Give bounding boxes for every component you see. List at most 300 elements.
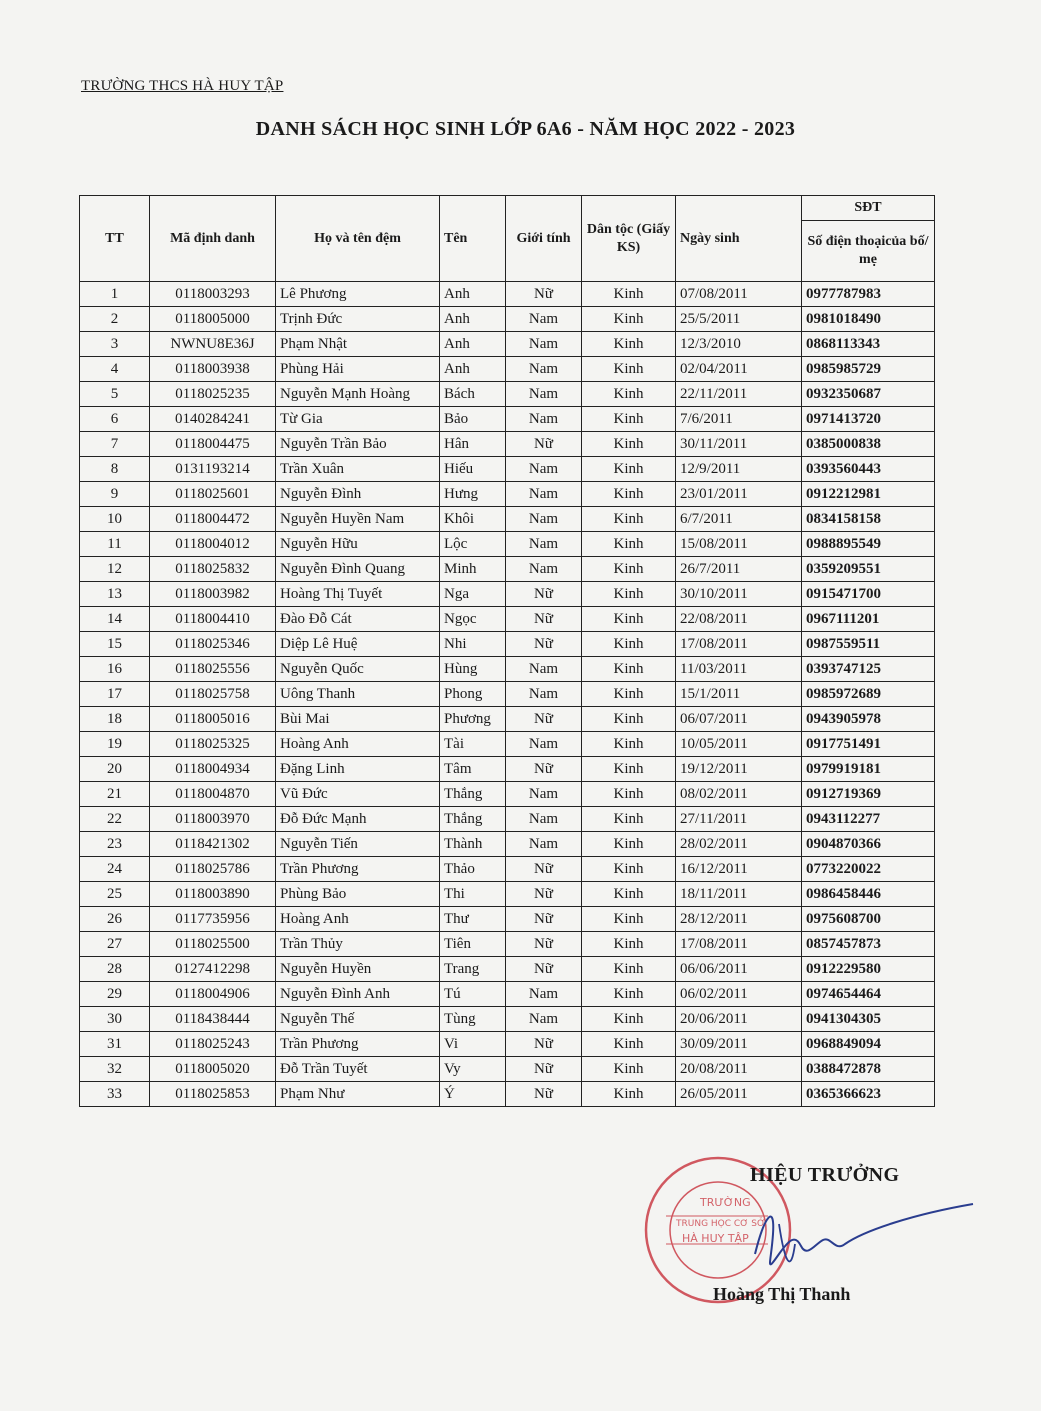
table-row	[80, 357, 935, 382]
student-name: Nga	[440, 582, 506, 607]
student-birthdate: 30/09/2011	[676, 1032, 802, 1057]
student-name: Tâm	[440, 757, 506, 782]
student-gender: Nam	[506, 557, 582, 582]
student-surname: Nguyễn Tiến	[276, 832, 440, 857]
row-index: 9	[80, 482, 150, 507]
student-surname: Trần Phương	[276, 857, 440, 882]
student-gender: Nữ	[506, 932, 582, 957]
row-index: 12	[80, 557, 150, 582]
student-id: 0118004934	[150, 757, 276, 782]
table-row	[80, 757, 935, 782]
student-id: 0118003970	[150, 807, 276, 832]
student-id: 0118025235	[150, 382, 276, 407]
row-index: 5	[80, 382, 150, 407]
student-birthdate: 20/06/2011	[676, 1007, 802, 1032]
principal-title: HIỆU TRƯỞNG	[750, 1164, 900, 1186]
student-surname: Phạm Nhật	[276, 332, 440, 357]
table-row	[80, 882, 935, 907]
student-id: 0118003293	[150, 282, 276, 307]
row-index: 13	[80, 582, 150, 607]
student-surname: Nguyễn Mạnh Hoàng	[276, 382, 440, 407]
student-birthdate: 16/12/2011	[676, 857, 802, 882]
student-surname: Hoàng Anh	[276, 907, 440, 932]
student-gender: Nữ	[506, 582, 582, 607]
parent-phone: 0967111201	[802, 607, 935, 632]
student-birthdate: 23/01/2011	[676, 482, 802, 507]
student-id: 0118421302	[150, 832, 276, 857]
student-id: 0118004472	[150, 507, 276, 532]
student-id: 0118025601	[150, 482, 276, 507]
student-surname: Đỗ Đức Mạnh	[276, 807, 440, 832]
student-gender: Nữ	[506, 1032, 582, 1057]
student-birthdate: 11/03/2011	[676, 657, 802, 682]
table-row	[80, 907, 935, 932]
student-id: 0118438444	[150, 1007, 276, 1032]
student-surname: Phạm Như	[276, 1082, 440, 1107]
parent-phone: 0912212981	[802, 482, 935, 507]
student-name: Hiếu	[440, 457, 506, 482]
student-ethnicity: Kinh	[582, 707, 676, 732]
student-id: 0118025325	[150, 732, 276, 757]
col-header-gender: Giới tính	[506, 196, 582, 282]
student-name: Anh	[440, 357, 506, 382]
student-birthdate: 06/06/2011	[676, 957, 802, 982]
student-surname: Trần Thủy	[276, 932, 440, 957]
student-ethnicity: Kinh	[582, 1057, 676, 1082]
student-gender: Nam	[506, 807, 582, 832]
svg-text:TRUNG HỌC CƠ SỞ: TRUNG HỌC CƠ SỞ	[676, 1219, 766, 1229]
student-ethnicity: Kinh	[582, 757, 676, 782]
student-birthdate: 08/02/2011	[676, 782, 802, 807]
student-ethnicity: Kinh	[582, 1082, 676, 1107]
student-name: Thành	[440, 832, 506, 857]
table-row	[80, 807, 935, 832]
student-birthdate: 15/08/2011	[676, 532, 802, 557]
parent-phone: 0393560443	[802, 457, 935, 482]
signature-block	[640, 1150, 970, 1320]
student-ethnicity: Kinh	[582, 1032, 676, 1057]
student-ethnicity: Kinh	[582, 532, 676, 557]
student-birthdate: 12/3/2010	[676, 332, 802, 357]
parent-phone: 0988895549	[802, 532, 935, 557]
parent-phone: 0977787983	[802, 282, 935, 307]
student-birthdate: 27/11/2011	[676, 807, 802, 832]
student-gender: Nam	[506, 357, 582, 382]
table-row	[80, 682, 935, 707]
student-name: Minh	[440, 557, 506, 582]
student-birthdate: 25/5/2011	[676, 307, 802, 332]
student-surname: Nguyễn Huyền Nam	[276, 507, 440, 532]
student-ethnicity: Kinh	[582, 782, 676, 807]
student-id: 0118003938	[150, 357, 276, 382]
parent-phone: 0981018490	[802, 307, 935, 332]
student-name: Tùng	[440, 1007, 506, 1032]
row-index: 18	[80, 707, 150, 732]
student-ethnicity: Kinh	[582, 507, 676, 532]
parent-phone: 0943112277	[802, 807, 935, 832]
parent-phone: 0393747125	[802, 657, 935, 682]
student-birthdate: 28/02/2011	[676, 832, 802, 857]
row-index: 28	[80, 957, 150, 982]
row-index: 29	[80, 982, 150, 1007]
parent-phone: 0968849094	[802, 1032, 935, 1057]
svg-text:TRƯỜNG: TRƯỜNG	[700, 1196, 751, 1209]
parent-phone: 0974654464	[802, 982, 935, 1007]
row-index: 31	[80, 1032, 150, 1057]
student-id: 0118025556	[150, 657, 276, 682]
col-header-phone: Số điện thoạicủa bố/ mẹ	[802, 221, 935, 282]
table-row	[80, 1007, 935, 1032]
student-id: 0118005000	[150, 307, 276, 332]
student-name: Tài	[440, 732, 506, 757]
row-index: 27	[80, 932, 150, 957]
table-row	[80, 782, 935, 807]
student-id: 0118025832	[150, 557, 276, 582]
student-surname: Phùng Bảo	[276, 882, 440, 907]
table-row	[80, 857, 935, 882]
student-birthdate: 18/11/2011	[676, 882, 802, 907]
student-surname: Nguyễn Thế	[276, 1007, 440, 1032]
student-gender: Nam	[506, 1007, 582, 1032]
student-ethnicity: Kinh	[582, 307, 676, 332]
row-index: 20	[80, 757, 150, 782]
parent-phone: 0986458446	[802, 882, 935, 907]
table-row	[80, 632, 935, 657]
student-surname: Diệp Lê Huệ	[276, 632, 440, 657]
student-birthdate: 07/08/2011	[676, 282, 802, 307]
table-row	[80, 732, 935, 757]
student-ethnicity: Kinh	[582, 982, 676, 1007]
student-name: Anh	[440, 307, 506, 332]
student-name: Hùng	[440, 657, 506, 682]
table-row	[80, 282, 935, 307]
student-surname: Nguyễn Trần Bảo	[276, 432, 440, 457]
student-name: Thắng	[440, 807, 506, 832]
student-id: 0118025853	[150, 1082, 276, 1107]
table-row	[80, 1032, 935, 1057]
row-index: 23	[80, 832, 150, 857]
student-name: Thư	[440, 907, 506, 932]
student-birthdate: 17/08/2011	[676, 932, 802, 957]
student-surname: Hoàng Anh	[276, 732, 440, 757]
student-name: Hân	[440, 432, 506, 457]
table-row	[80, 557, 935, 582]
student-id: 0118025758	[150, 682, 276, 707]
student-ethnicity: Kinh	[582, 582, 676, 607]
parent-phone: 0943905978	[802, 707, 935, 732]
col-header-id: Mã định danh	[150, 196, 276, 282]
row-index: 8	[80, 457, 150, 482]
student-ethnicity: Kinh	[582, 1007, 676, 1032]
student-id: 0140284241	[150, 407, 276, 432]
signature-icon	[735, 1194, 975, 1284]
document-title: DANH SÁCH HỌC SINH LỚP 6A6 - NĂM HỌC 2022 - 2023	[255, 118, 796, 140]
student-surname: Trịnh Đức	[276, 307, 440, 332]
student-id: 0118003982	[150, 582, 276, 607]
row-index: 3	[80, 332, 150, 357]
student-gender: Nam	[506, 482, 582, 507]
row-index: 22	[80, 807, 150, 832]
student-ethnicity: Kinh	[582, 382, 676, 407]
parent-phone: 0932350687	[802, 382, 935, 407]
student-ethnicity: Kinh	[582, 282, 676, 307]
student-ethnicity: Kinh	[582, 607, 676, 632]
parent-phone: 0975608700	[802, 907, 935, 932]
parent-phone: 0912719369	[802, 782, 935, 807]
student-ethnicity: Kinh	[582, 357, 676, 382]
col-header-tt: TT	[80, 196, 150, 282]
student-gender: Nữ	[506, 957, 582, 982]
student-name: Bách	[440, 382, 506, 407]
student-id: 0131193214	[150, 457, 276, 482]
table-row	[80, 482, 935, 507]
student-ethnicity: Kinh	[582, 682, 676, 707]
student-name: Hưng	[440, 482, 506, 507]
student-name: Thi	[440, 882, 506, 907]
student-id: 0117735956	[150, 907, 276, 932]
student-id: 0118004870	[150, 782, 276, 807]
student-gender: Nam	[506, 657, 582, 682]
table-row	[80, 932, 935, 957]
table-row	[80, 407, 935, 432]
student-name: Ngọc	[440, 607, 506, 632]
row-index: 15	[80, 632, 150, 657]
student-id: 0118004475	[150, 432, 276, 457]
student-ethnicity: Kinh	[582, 807, 676, 832]
student-birthdate: 7/6/2011	[676, 407, 802, 432]
student-gender: Nam	[506, 732, 582, 757]
student-ethnicity: Kinh	[582, 857, 676, 882]
col-header-phone-group: SĐT	[802, 196, 935, 221]
student-gender: Nữ	[506, 632, 582, 657]
row-index: 21	[80, 782, 150, 807]
student-name: Trang	[440, 957, 506, 982]
student-birthdate: 15/1/2011	[676, 682, 802, 707]
col-header-surname: Họ và tên đệm	[276, 196, 440, 282]
student-id: 0118025243	[150, 1032, 276, 1057]
table-row	[80, 457, 935, 482]
student-name: Tú	[440, 982, 506, 1007]
parent-phone: 0917751491	[802, 732, 935, 757]
row-index: 6	[80, 407, 150, 432]
student-ethnicity: Kinh	[582, 632, 676, 657]
col-header-name: Tên	[440, 196, 506, 282]
student-surname: Đỗ Trần Tuyết	[276, 1057, 440, 1082]
parent-phone: 0985972689	[802, 682, 935, 707]
table-row	[80, 1082, 935, 1107]
student-ethnicity: Kinh	[582, 907, 676, 932]
col-header-ethnicity: Dân tộc (Giấy KS)	[582, 196, 676, 282]
table-row	[80, 657, 935, 682]
student-birthdate: 20/08/2011	[676, 1057, 802, 1082]
parent-phone: 0971413720	[802, 407, 935, 432]
student-id: 0118004012	[150, 532, 276, 557]
student-ethnicity: Kinh	[582, 432, 676, 457]
row-index: 7	[80, 432, 150, 457]
parent-phone: 0912229580	[802, 957, 935, 982]
student-surname: Bùi Mai	[276, 707, 440, 732]
student-ethnicity: Kinh	[582, 657, 676, 682]
row-index: 4	[80, 357, 150, 382]
table-row	[80, 1057, 935, 1082]
student-name: Khôi	[440, 507, 506, 532]
parent-phone: 0359209551	[802, 557, 935, 582]
row-index: 2	[80, 307, 150, 332]
row-index: 16	[80, 657, 150, 682]
student-birthdate: 30/11/2011	[676, 432, 802, 457]
student-rows	[80, 282, 935, 1107]
student-ethnicity: Kinh	[582, 457, 676, 482]
student-surname: Nguyễn Huyền	[276, 957, 440, 982]
student-surname: Trần Phương	[276, 1032, 440, 1057]
student-name: Thảo	[440, 857, 506, 882]
student-gender: Nam	[506, 532, 582, 557]
student-name: Phương	[440, 707, 506, 732]
parent-phone: 0857457873	[802, 932, 935, 957]
student-birthdate: 17/08/2011	[676, 632, 802, 657]
student-surname: Nguyễn Quốc	[276, 657, 440, 682]
row-index: 25	[80, 882, 150, 907]
student-name: Bảo	[440, 407, 506, 432]
parent-phone: 0915471700	[802, 582, 935, 607]
student-birthdate: 06/02/2011	[676, 982, 802, 1007]
student-name: Anh	[440, 332, 506, 357]
row-index: 17	[80, 682, 150, 707]
student-gender: Nam	[506, 832, 582, 857]
student-gender: Nam	[506, 782, 582, 807]
parent-phone: 0941304305	[802, 1007, 935, 1032]
student-surname: Nguyễn Đình Anh	[276, 982, 440, 1007]
row-index: 1	[80, 282, 150, 307]
student-id: NWNU8E36J	[150, 332, 276, 357]
student-id: 0118004906	[150, 982, 276, 1007]
student-surname: Nguyễn Đình Quang	[276, 557, 440, 582]
student-birthdate: 6/7/2011	[676, 507, 802, 532]
student-gender: Nam	[506, 332, 582, 357]
parent-phone: 0834158158	[802, 507, 935, 532]
row-index: 33	[80, 1082, 150, 1107]
student-surname: Đào Đỗ Cát	[276, 607, 440, 632]
student-name: Tiên	[440, 932, 506, 957]
table-row	[80, 832, 935, 857]
student-surname: Hoàng Thị Tuyết	[276, 582, 440, 607]
student-gender: Nữ	[506, 432, 582, 457]
student-gender: Nữ	[506, 857, 582, 882]
student-ethnicity: Kinh	[582, 732, 676, 757]
student-gender: Nam	[506, 682, 582, 707]
student-name: Thắng	[440, 782, 506, 807]
student-ethnicity: Kinh	[582, 482, 676, 507]
student-gender: Nữ	[506, 882, 582, 907]
student-surname: Uông Thanh	[276, 682, 440, 707]
table-row	[80, 707, 935, 732]
student-gender: Nam	[506, 307, 582, 332]
parent-phone: 0365366623	[802, 1082, 935, 1107]
student-gender: Nữ	[506, 1057, 582, 1082]
student-gender: Nữ	[506, 607, 582, 632]
student-id: 0118025786	[150, 857, 276, 882]
student-table	[79, 195, 935, 1107]
table-row	[80, 382, 935, 407]
parent-phone: 0985985729	[802, 357, 935, 382]
col-header-birthdate: Ngày sinh	[676, 196, 802, 282]
student-id: 0118025346	[150, 632, 276, 657]
student-id: 0118025500	[150, 932, 276, 957]
student-ethnicity: Kinh	[582, 957, 676, 982]
student-ethnicity: Kinh	[582, 407, 676, 432]
table-row	[80, 332, 935, 357]
student-gender: Nam	[506, 407, 582, 432]
student-ethnicity: Kinh	[582, 332, 676, 357]
student-surname: Từ Gia	[276, 407, 440, 432]
student-birthdate: 28/12/2011	[676, 907, 802, 932]
row-index: 14	[80, 607, 150, 632]
student-id: 0118003890	[150, 882, 276, 907]
student-ethnicity: Kinh	[582, 832, 676, 857]
row-index: 10	[80, 507, 150, 532]
principal-name: Hoàng Thị Thanh	[713, 1284, 851, 1304]
student-name: Phong	[440, 682, 506, 707]
table-row	[80, 307, 935, 332]
student-gender: Nữ	[506, 907, 582, 932]
row-index: 32	[80, 1057, 150, 1082]
student-surname: Đặng Linh	[276, 757, 440, 782]
row-index: 26	[80, 907, 150, 932]
table-row	[80, 507, 935, 532]
student-name: Ý	[440, 1082, 506, 1107]
student-id: 0127412298	[150, 957, 276, 982]
student-birthdate: 22/11/2011	[676, 382, 802, 407]
table-row	[80, 432, 935, 457]
table-row	[80, 582, 935, 607]
table-row	[80, 607, 935, 632]
student-surname: Lê Phương	[276, 282, 440, 307]
student-gender: Nữ	[506, 282, 582, 307]
school-name: TRƯỜNG THCS HÀ HUY TẬP	[81, 78, 284, 94]
student-gender: Nữ	[506, 707, 582, 732]
student-gender: Nam	[506, 382, 582, 407]
student-gender: Nam	[506, 982, 582, 1007]
student-surname: Nguyễn Đình	[276, 482, 440, 507]
student-ethnicity: Kinh	[582, 882, 676, 907]
student-gender: Nữ	[506, 757, 582, 782]
student-name: Nhi	[440, 632, 506, 657]
table-row	[80, 957, 935, 982]
student-birthdate: 12/9/2011	[676, 457, 802, 482]
student-birthdate: 10/05/2011	[676, 732, 802, 757]
student-birthdate: 06/07/2011	[676, 707, 802, 732]
student-id: 0118005020	[150, 1057, 276, 1082]
student-birthdate: 26/7/2011	[676, 557, 802, 582]
student-ethnicity: Kinh	[582, 557, 676, 582]
row-index: 19	[80, 732, 150, 757]
student-birthdate: 30/10/2011	[676, 582, 802, 607]
student-birthdate: 26/05/2011	[676, 1082, 802, 1107]
student-gender: Nữ	[506, 1082, 582, 1107]
svg-text:HÀ HUY TẬP: HÀ HUY TẬP	[682, 1232, 749, 1245]
student-surname: Nguyễn Hữu	[276, 532, 440, 557]
parent-phone: 0868113343	[802, 332, 935, 357]
parent-phone: 0388472878	[802, 1057, 935, 1082]
parent-phone: 0385000838	[802, 432, 935, 457]
student-name: Vi	[440, 1032, 506, 1057]
student-birthdate: 19/12/2011	[676, 757, 802, 782]
parent-phone: 0979919181	[802, 757, 935, 782]
student-id: 0118004410	[150, 607, 276, 632]
parent-phone: 0987559511	[802, 632, 935, 657]
parent-phone: 0773220022	[802, 857, 935, 882]
student-id: 0118005016	[150, 707, 276, 732]
